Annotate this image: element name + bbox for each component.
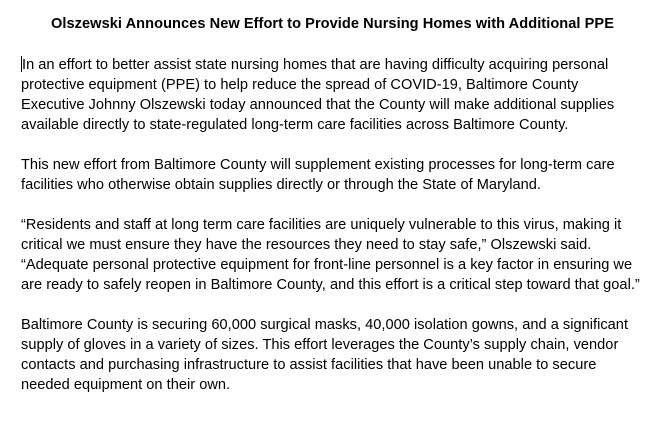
paragraph-line: Executive Johnny Olszewski today announced that the County will make additional supplies xyxy=(21,97,615,113)
page-title: Olszewski Announces New Effort to Provide Nursing Homes with Additional PPE xyxy=(51,16,614,32)
paragraph-line: critical we must ensure they have the resources they need to stay safe,” Olszewski said. xyxy=(21,237,592,253)
paragraph-line: “Adequate personal protective equipment for front-line personnel is a key factor in ensuring we xyxy=(21,257,633,273)
paragraph-line: protective equipment (PPE) to help reduce the spread of COVID-19, Baltimore County xyxy=(21,77,579,93)
paragraph-1 xyxy=(21,55,652,135)
paragraph-2 xyxy=(21,155,652,195)
document-body[interactable] xyxy=(21,55,652,395)
paragraph-3 xyxy=(21,215,652,295)
paragraph-line: This new effort from Baltimore County will supplement existing processes for long-term care xyxy=(21,157,615,173)
paragraph-line: Baltimore County is securing 60,000 surgical masks, 40,000 isolation gowns, and a significant xyxy=(21,317,629,333)
paragraph-line: contacts and purchasing infrastructure to assist facilities that have been unable to secure xyxy=(21,357,597,373)
paragraph-line: “Residents and staff at long term care facilities are uniquely vulnerable to this virus, making it xyxy=(21,217,622,233)
paragraph-line: needed equipment on their own. xyxy=(21,377,231,393)
paragraph-line: facilities who otherwise obtain supplies directly or through the State of Maryland. xyxy=(21,177,542,193)
paragraph-line: supply of gloves in a variety of sizes. This effort leverages the County’s supply chain, vendor xyxy=(21,337,619,353)
paragraph-line: available directly to state-regulated long-term care facilities across Baltimore County. xyxy=(21,117,569,133)
paragraph-line: are ready to safely reopen in Baltimore County, and this effort is a critical step toward that goal.” xyxy=(21,277,640,293)
paragraph-4 xyxy=(21,315,652,395)
paragraph-line: In an effort to better assist state nursing homes that are having difficulty acquiring personal xyxy=(22,57,609,73)
